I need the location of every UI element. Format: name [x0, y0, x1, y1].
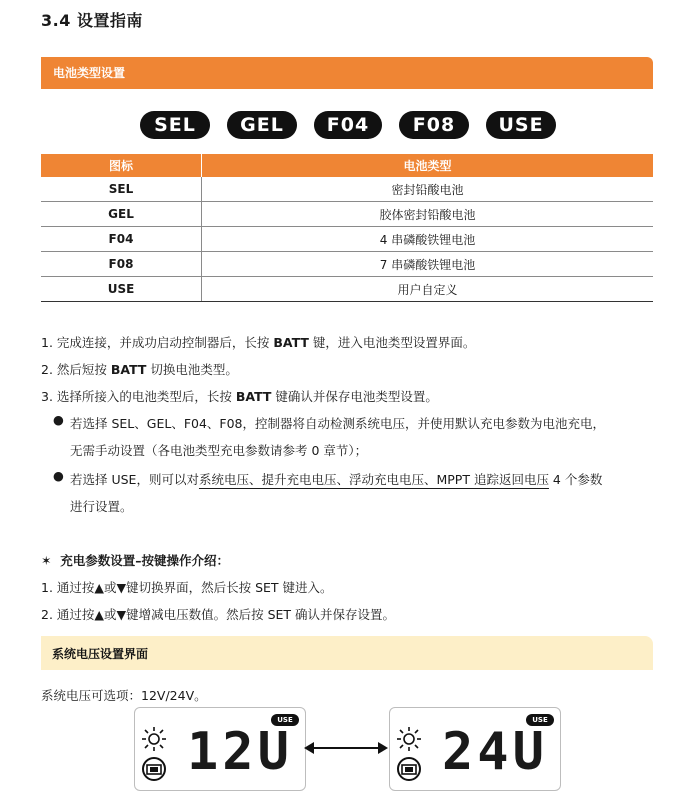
battery-type-header-bar	[41, 57, 653, 89]
charge-title	[41, 551, 229, 569]
step-2	[41, 360, 238, 378]
table-cell-code: F08	[41, 252, 202, 277]
lcd-value-24v: 24U	[442, 722, 548, 782]
sun-icon	[396, 726, 422, 752]
battery-type-pills	[140, 111, 556, 139]
table-cell-desc: 用户自定义	[202, 277, 654, 302]
charge-line-1: 1. 通过按▲或▼键切换界面，然后长按 SET 键进入。	[41, 580, 333, 595]
step-3-text-end: 键确认并保存电池类型设置。	[271, 389, 438, 404]
bullet-2-line-2: 进行设置。	[70, 499, 133, 514]
lcd-12v	[134, 707, 306, 791]
step-1	[41, 333, 475, 351]
pill-use: USE	[486, 111, 556, 139]
section-title: 3.4 设置指南	[41, 11, 143, 30]
use-tag: USE	[271, 714, 299, 726]
battery-icon	[141, 756, 167, 782]
step-2-text-end: 切换电池类型。	[146, 362, 238, 377]
battery-type-table	[41, 154, 653, 302]
use-tag: USE	[526, 714, 554, 726]
bullet-dot-2: ●	[53, 468, 64, 483]
bullet-2-text-end: 4 个参数	[548, 472, 603, 487]
table-cell-code: F04	[41, 227, 202, 252]
step-1-key: BATT	[273, 335, 309, 350]
sun-icon	[141, 726, 167, 752]
pill-gel: GEL	[227, 111, 297, 139]
table-row	[41, 202, 653, 227]
table-row	[41, 252, 653, 277]
bullet-1-line-2: 无需手动设置（各电池类型充电参数请参考 0 章节）；	[70, 443, 368, 458]
bullet-1-line-1: 若选择 SEL、GEL、F04、F08，控制器将自动检测系统电压，并使用默认充电参数为电池充电，	[70, 416, 606, 431]
table-cell-code: GEL	[41, 202, 202, 227]
lcd-value-12v: 12U	[187, 722, 293, 782]
battery-type-header: 电池类型设置	[53, 66, 126, 80]
system-voltage-header-bar	[41, 636, 653, 670]
bullet-2-line-1	[70, 470, 602, 488]
table-header-icon: 图标	[41, 154, 202, 177]
step-3-key: BATT	[235, 389, 272, 404]
system-voltage-header: 系统电压设置界面	[52, 647, 149, 661]
pill-f08: F08	[399, 111, 469, 139]
step-1-text-end: 键，进入电池类型设置界面。	[308, 335, 476, 350]
battery-icon	[396, 756, 422, 782]
bullet-2-underlined: 系统电压、提升充电电压、浮动充电电压、MPPT 追踪返回电压	[198, 472, 549, 487]
table-row	[41, 227, 653, 252]
lcd-24v	[389, 707, 561, 791]
table-header-type: 电池类型	[202, 154, 654, 177]
table-cell-desc: 密封铅酸电池	[202, 177, 654, 202]
table-header-row	[41, 154, 653, 177]
table-cell-desc: 4 串磷酸铁锂电池	[202, 227, 654, 252]
bullet-dot-1: ●	[53, 412, 64, 427]
step-2-text: 2. 然后短按	[41, 362, 111, 377]
system-voltage-options: 系统电压可选项：12V/24V。	[41, 688, 207, 703]
pill-sel: SEL	[140, 111, 210, 139]
bullet-2-text: 若选择 USE，则可以对	[70, 472, 199, 487]
table-row	[41, 277, 653, 302]
table-cell-code: SEL	[41, 177, 202, 202]
step-1-text: 1. 完成连接，并成功启动控制器后，长按	[41, 335, 274, 350]
table-cell-code: USE	[41, 277, 202, 302]
table-cell-desc: 7 串磷酸铁锂电池	[202, 252, 654, 277]
double-arrow-icon	[304, 738, 388, 758]
table-row	[41, 177, 653, 202]
charge-title-text: 充电参数设置–按键操作介绍：	[60, 553, 229, 568]
pill-f04: F04	[314, 111, 382, 139]
table-cell-desc: 胶体密封铅酸电池	[202, 202, 654, 227]
step-3	[41, 387, 438, 405]
star-icon: ✶	[41, 553, 52, 568]
charge-line-2: 2. 通过按▲或▼键增减电压数值。然后按 SET 确认并保存设置。	[41, 607, 396, 622]
step-3-text: 3. 选择所接入的电池类型后，长按	[41, 389, 236, 404]
step-2-key: BATT	[110, 362, 147, 377]
